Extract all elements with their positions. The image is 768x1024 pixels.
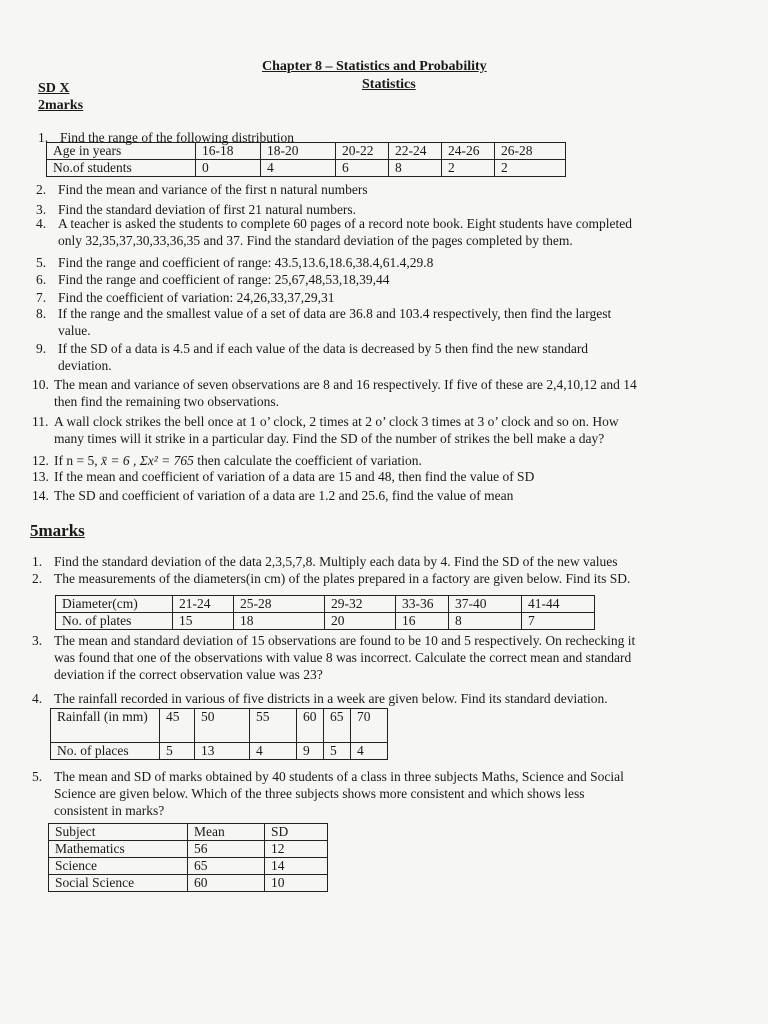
table-cell: 50 xyxy=(195,709,250,743)
table-cell: Diameter(cm) xyxy=(56,596,173,613)
table-cell: 29-32 xyxy=(325,596,396,613)
table-cell: 20 xyxy=(325,613,396,630)
chapter-title: Chapter 8 – Statistics and Probability xyxy=(262,59,487,74)
table-cell: 13 xyxy=(195,743,250,760)
table-cell: 5 xyxy=(160,743,195,760)
question-14: 14. The SD and coefficient of variation of a data are 1.2 and 25.6, find the value of mean xyxy=(32,488,514,503)
table-cell: 21-24 xyxy=(173,596,234,613)
table-cell: 60 xyxy=(188,875,265,892)
table-cell: 16 xyxy=(396,613,449,630)
table-cell: SD xyxy=(265,824,328,841)
table-cell: 26-28 xyxy=(495,143,566,160)
table-cell: Subject xyxy=(49,824,188,841)
question-5m-1: 1. Find the standard deviation of the data 2,3,5,7,8. Multiply each data by 4. Find the SD of the new values xyxy=(32,554,618,569)
table-cell: 33-36 xyxy=(396,596,449,613)
table-cell: 4 xyxy=(351,743,388,760)
table-row xyxy=(47,143,566,160)
question-6: 6. Find the range and coefficient of range: 25,67,48,53,18,39,44 xyxy=(36,272,390,287)
table-cell: 2 xyxy=(495,160,566,177)
table-cell: 2 xyxy=(442,160,495,177)
table-cell: 37-40 xyxy=(449,596,522,613)
table-cell: Age in years xyxy=(47,143,196,160)
table-cell: 60 xyxy=(297,709,324,743)
question-11: 11. A wall clock strikes the bell once at 1 o’ clock, 2 times at 2 o’ clock 3 times at 3 o’ clock and so on. How many times will it strike in a particular day. Find the SD of the number of strikes the bell make a day? xyxy=(32,414,619,446)
table-cell: Science xyxy=(49,858,188,875)
table-cell: 18 xyxy=(234,613,325,630)
table-cell: 65 xyxy=(188,858,265,875)
question-8: 8. If the range and the smallest value of a set of data are 36.8 and 103.4 respectively, then find the largest value. xyxy=(36,306,612,338)
question-13: 13. If the mean and coefficient of variation of a data are 15 and 48, then find the value of SD xyxy=(32,469,535,484)
table-cell: 8 xyxy=(389,160,442,177)
marks-label: 2marks xyxy=(38,98,84,113)
question-1: 1. Find the range of the following distribution xyxy=(38,130,294,145)
table-cell: 56 xyxy=(188,841,265,858)
table-cell: Mean xyxy=(188,824,265,841)
rainfall-table xyxy=(50,708,388,760)
table-row xyxy=(49,841,328,858)
table-cell: 15 xyxy=(173,613,234,630)
question-4: 4. A teacher is asked the students to complete 60 pages of a record note book. Eight students have completed only 32,35,37,30,33,36,35 and 37. Find the standard deviation of the pages completed by them. xyxy=(36,216,632,248)
table-cell: 5 xyxy=(324,743,351,760)
table-cell: 16-18 xyxy=(196,143,261,160)
table-row xyxy=(51,709,388,743)
question-12: 12. If n = 5, x̄ = 6 , Σx² = 765 then calculate the coefficient of variation. xyxy=(32,453,422,468)
table-cell: 25-28 xyxy=(234,596,325,613)
table-cell: 4 xyxy=(250,743,297,760)
table-cell: No. of plates xyxy=(56,613,173,630)
formula: x̄ = 6 , Σx² = 765 xyxy=(100,453,194,468)
table-cell: 45 xyxy=(160,709,195,743)
five-marks-heading: 5marks xyxy=(30,521,85,540)
table-cell: 10 xyxy=(265,875,328,892)
question-3: 3. Find the standard deviation of first 21 natural numbers. xyxy=(36,202,357,217)
section-subtitle: Statistics xyxy=(362,77,416,92)
table-cell: 6 xyxy=(336,160,389,177)
question-5m-2: 2. The measurements of the diameters(in cm) of the plates prepared in a factory are given below. Find its SD. xyxy=(32,571,631,586)
question-10: 10. The mean and variance of seven observations are 8 and 16 respectively. If five of these are 2,4,10,12 and 14 then find the remaining two observations. xyxy=(32,377,637,409)
table-cell: 65 xyxy=(324,709,351,743)
diameter-table xyxy=(55,595,595,630)
table-cell: Rainfall (in mm) xyxy=(51,709,160,743)
table-cell: 55 xyxy=(250,709,297,743)
table-cell: 24-26 xyxy=(442,143,495,160)
table-row xyxy=(47,160,566,177)
table-cell: 20-22 xyxy=(336,143,389,160)
table-cell: 9 xyxy=(297,743,324,760)
table-cell: 0 xyxy=(196,160,261,177)
table-cell: No.of students xyxy=(47,160,196,177)
table-row xyxy=(56,613,595,630)
question-5m-4: 4. The rainfall recorded in various of five districts in a week are given below. Find its standard deviation. xyxy=(32,691,608,706)
age-distribution-table xyxy=(46,142,566,177)
question-5m-5: 5. The mean and SD of marks obtained by 40 students of a class in three subjects Maths, Science and Social Science are given below. Which of the three subjects shows more consistent and which shows less consistent in marks? xyxy=(32,769,624,818)
question-5: 5. Find the range and coefficient of range: 43.5,13.6,18.6,38.4,61.4,29.8 xyxy=(36,255,434,270)
table-cell: 22-24 xyxy=(389,143,442,160)
table-cell: 12 xyxy=(265,841,328,858)
table-row xyxy=(49,858,328,875)
table-cell: 8 xyxy=(449,613,522,630)
table-row xyxy=(51,743,388,760)
table-row xyxy=(49,824,328,841)
subject-marks-table xyxy=(48,823,328,892)
table-cell: 41-44 xyxy=(522,596,595,613)
table-cell: Mathematics xyxy=(49,841,188,858)
table-row xyxy=(56,596,595,613)
table-cell: 70 xyxy=(351,709,388,743)
table-cell: 14 xyxy=(265,858,328,875)
table-cell: No. of places xyxy=(51,743,160,760)
question-2: 2. Find the mean and variance of the first n natural numbers xyxy=(36,182,368,197)
table-cell: Social Science xyxy=(49,875,188,892)
question-5m-3: 3. The mean and standard deviation of 15 observations are found to be 10 and 5 respectively. On rechecking it was found that one of the observations with value 8 was incorrect. Calculate the correct mean and standard deviation if the correct observation value was 23? xyxy=(32,633,636,682)
table-row xyxy=(49,875,328,892)
question-9: 9. If the SD of a data is 4.5 and if each value of the data is decreased by 5 then find the new standard deviation. xyxy=(36,341,589,373)
table-cell: 7 xyxy=(522,613,595,630)
table-cell: 4 xyxy=(261,160,336,177)
table-cell: 18-20 xyxy=(261,143,336,160)
question-7: 7. Find the coefficient of variation: 24,26,33,37,29,31 xyxy=(36,290,335,305)
class-label: SD X xyxy=(38,81,70,96)
